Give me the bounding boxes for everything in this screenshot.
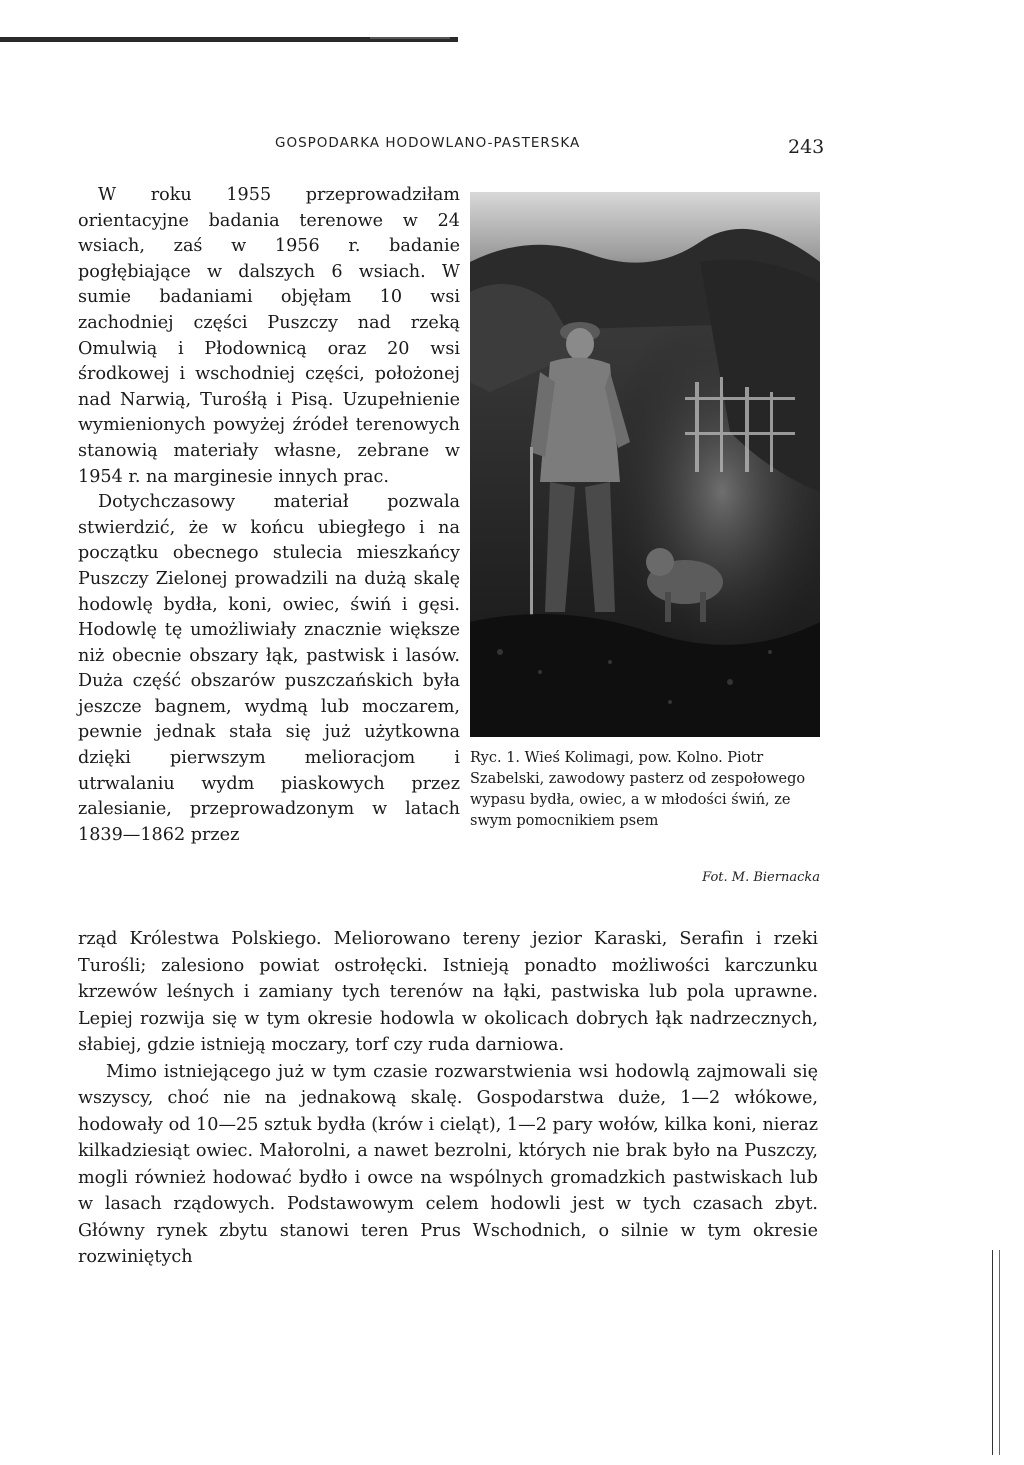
photo-shepherd-with-dog xyxy=(470,192,820,737)
full-width-text xyxy=(78,926,818,1271)
running-title: GOSPODARKA HODOWLANO-PASTERSKA xyxy=(275,135,581,151)
photo-credit: Fot. M. Biernacka xyxy=(702,870,820,885)
figure-photograph xyxy=(470,192,820,737)
paragraph: Mimo istniejącego już w tym czasie rozwarstwienia wsi hodowlą zajmowali się wszyscy, choć nie na jednakową skalę. Gospodarstwa duże, 1—2 włókowe, hodowały od 10—25 sztuk bydła (krów i cieląt), 1—2 pary wołów, kilka koni, nieraz kilkadziesiąt owiec. Małorolni, a nawet bezrolni, których nie brak było na Puszczy, mogli również hodować bydło i owce na wspólnych gromadzkich pastwiskach lub w lasach rządowych. Podstawowym celem hodowli jest w tych czasach zbyt. Główny rynek zbytu stanowi teren Prus Wschodnich, o silnie w tym okresie rozwiniętych xyxy=(78,1061,818,1267)
page-edge-shadow xyxy=(992,1250,1000,1455)
paragraph: Dotychczasowy materiał pozwala stwierdzić, że w końcu ubiegłego i na początku obecnego stulecia mieszkańcy Puszczy Zielonej prowadzili na dużą skalę hodowlę bydła, koni, owiec, świń i gęsi. Hodowlę tę umożliwiały znacznie większe niż obecnie obszary łąk, pastwisk i lasów. Duża część obszarów puszczańskich była jeszcze bagnem, wydmą lub moczarem, pewnie jednak stała się już użytkowna dzięki pierwszym melioracjom i utrwalaniu wydm piaskowych przez zalesianie, przeprowadzonym w latach 1839—1862 przez xyxy=(78,492,460,845)
page-number: 243 xyxy=(788,136,825,158)
scan-edge-mark xyxy=(370,37,450,39)
narrow-text-column xyxy=(78,183,460,848)
paragraph: W roku 1955 przeprowadziłam orientacyjne badania terenowe w 24 wsiach, zaś w 1956 r. badanie pogłębiające w dalszych 6 wsiach. W sumie badaniami objęłam 10 wsi zachodniej części Puszczy nad rzeką Omulwią i Płodownicą oraz 20 wsi środkowej i wschodniej części, położonej nad Narwią, Turośłą i Pisą. Uzupełnienie wymienionych powyżej źródeł terenowych stanowią materiały własne, zebrane w 1954 r. na marginesie innych prac. xyxy=(78,185,460,487)
figure-caption: Ryc. 1. Wieś Kolimagi, pow. Kolno. Piotr Szabelski, zawodowy pasterz od zespołowego wypasu bydła, owiec, a w młodości świń, ze swym pomocnikiem psem xyxy=(470,750,806,829)
paragraph: rząd Królestwa Polskiego. Meliorowano tereny jezior Karaski, Serafin i rzeki Turośli; zalesiono powiat ostrołęcki. Istnieją ponadto możliwości karczunku krzewów leśnych i zamiany tych terenów na łąki, pastwiska lub pola uprawne. Lepiej rozwija się w tym okresie hodowla w okolicach dobrych łąk nadrzecznych, słabiej, gdzie istnieją moczary, torf czy ruda darniowa. xyxy=(78,929,818,1055)
